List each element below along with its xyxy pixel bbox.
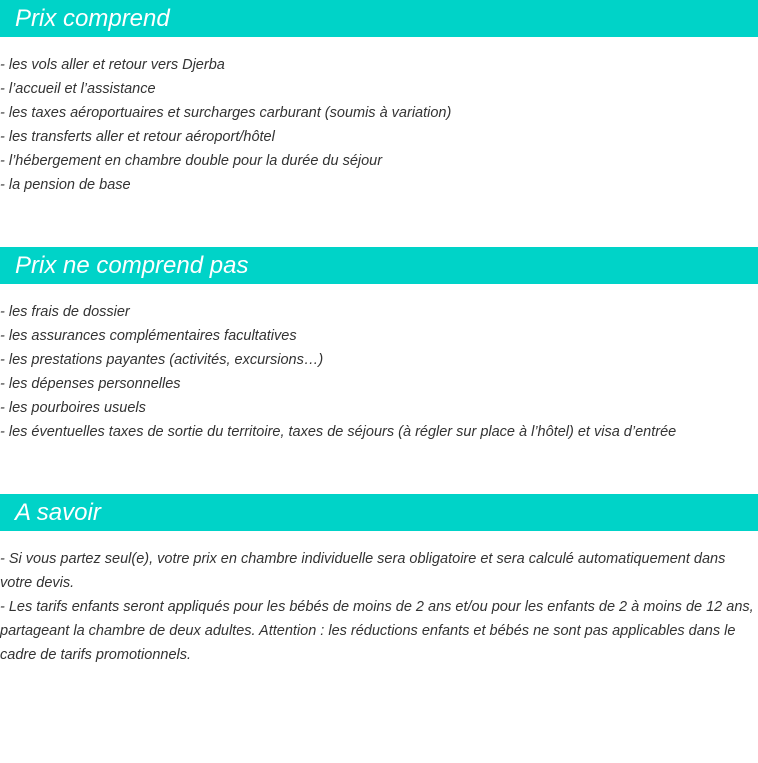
list-item: - les vols aller et retour vers Djerba (0, 57, 225, 73)
list-item: - l’hébergement en chambre double pour la durée du séjour (0, 153, 383, 169)
list-item: - les taxes aéroportuaires et surcharges carburant (soumis à variation) (0, 105, 452, 121)
list-item: - les assurances complémentaires facultatives (0, 328, 297, 344)
list-item: - les éventuelles taxes de sortie du territoire, taxes de séjours (à régler sur place à l’hôtel) et visa d’entrée (0, 424, 677, 440)
list-item: - les frais de dossier (0, 304, 130, 320)
section-header (0, 494, 758, 531)
paragraph: - Si vous partez seul(e), votre prix en chambre individuelle sera obligatoire et sera calculé automatiquement dans votre devis. (0, 551, 726, 591)
section-a-savoir (0, 494, 758, 667)
section-title: A savoir (15, 499, 101, 526)
section-prix-comprend (0, 0, 758, 197)
section-body (0, 284, 758, 444)
list-item: - les dépenses personnelles (0, 376, 181, 392)
section-prix-ne-comprend-pas (0, 247, 758, 444)
section-body (0, 531, 758, 667)
section-header (0, 247, 758, 284)
section-body (0, 37, 758, 197)
paragraph: - Les tarifs enfants seront appliqués pour les bébés de moins de 2 ans et/ou pour les enfants de 2 à moins de 12 ans, partageant la chambre de deux adultes. Attention : les réductions enfants et bébés ne sont pas applicables dans le cadre de tarifs promotionnels. (0, 599, 754, 663)
section-title: Prix ne comprend pas (15, 252, 249, 279)
list-item: - les prestations payantes (activités, excursions…) (0, 352, 324, 368)
list-item: - l’accueil et l’assistance (0, 81, 156, 97)
list-item: - les transferts aller et retour aéroport/hôtel (0, 129, 275, 145)
list-item: - les pourboires usuels (0, 400, 146, 416)
section-header (0, 0, 758, 37)
list-item: - la pension de base (0, 177, 131, 193)
section-title: Prix comprend (15, 5, 170, 32)
